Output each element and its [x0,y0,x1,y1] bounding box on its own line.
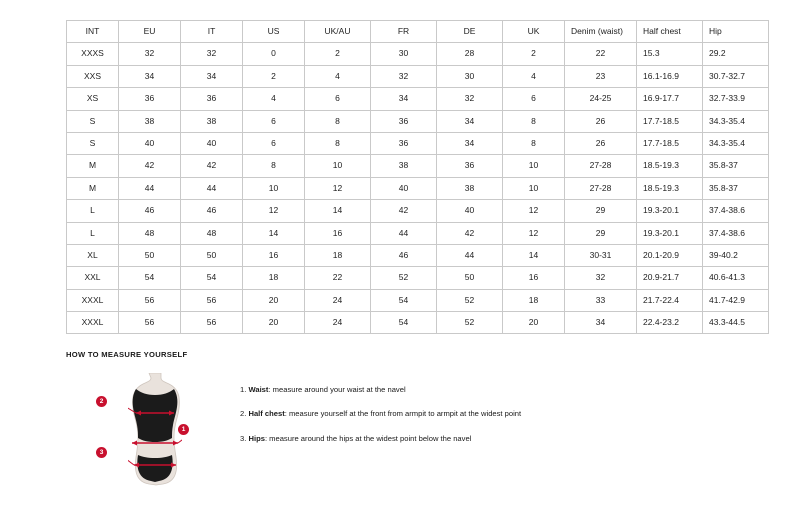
cell-half-chest: 17.7-18.5 [637,132,703,154]
table-header-row [67,21,769,43]
cell-eu: 46 [119,200,181,222]
cell-it: 48 [181,222,243,244]
cell-it: 36 [181,88,243,110]
measure-badge-3: 3 [96,447,107,458]
cell-de: 44 [437,244,503,266]
cell-uk-au: 4 [305,65,371,87]
cell-de: 34 [437,110,503,132]
cell-uk: 10 [503,177,565,199]
cell-fr: 30 [371,43,437,65]
cell-hip: 37.4-38.6 [703,200,769,222]
cell-us: 12 [243,200,305,222]
cell-us: 4 [243,88,305,110]
cell-denim-waist: 26 [565,132,637,154]
cell-it: 50 [181,244,243,266]
cell-half-chest: 18.5-19.3 [637,155,703,177]
cell-half-chest: 20.1-20.9 [637,244,703,266]
cell-half-chest: 20.9-21.7 [637,267,703,289]
measure-badge-2: 2 [96,396,107,407]
table-row [67,289,769,311]
cell-de: 52 [437,289,503,311]
cell-denim-waist: 26 [565,110,637,132]
cell-uk: 18 [503,289,565,311]
instruction-number: 1. [240,385,247,394]
cell-fr: 52 [371,267,437,289]
cell-fr: 36 [371,132,437,154]
cell-int: M [67,177,119,199]
instruction-term: Half chest [248,409,285,419]
column-header-fr: FR [371,21,437,43]
cell-int: XXS [67,65,119,87]
cell-de: 42 [437,222,503,244]
instruction-half-chest [240,409,521,419]
cell-denim-waist: 24-25 [565,88,637,110]
cell-uk: 4 [503,65,565,87]
cell-de: 34 [437,132,503,154]
table-row [67,155,769,177]
cell-uk-au: 12 [305,177,371,199]
cell-eu: 44 [119,177,181,199]
cell-int: XXXS [67,43,119,65]
cell-uk: 12 [503,200,565,222]
cell-hip: 39-40.2 [703,244,769,266]
cell-uk: 10 [503,155,565,177]
cell-int: L [67,200,119,222]
cell-us: 10 [243,177,305,199]
cell-uk-au: 10 [305,155,371,177]
instruction-text: : measure around the hips at the widest point below the navel [264,433,472,443]
measure-instructions [240,369,521,458]
cell-denim-waist: 29 [565,222,637,244]
cell-hip: 43.3-44.5 [703,312,769,334]
table-row [67,222,769,244]
table-row [67,88,769,110]
cell-fr: 34 [371,88,437,110]
cell-fr: 44 [371,222,437,244]
cell-half-chest: 18.5-19.3 [637,177,703,199]
cell-half-chest: 17.7-18.5 [637,110,703,132]
cell-fr: 46 [371,244,437,266]
cell-uk: 16 [503,267,565,289]
cell-denim-waist: 29 [565,200,637,222]
cell-eu: 40 [119,132,181,154]
cell-eu: 54 [119,267,181,289]
cell-us: 16 [243,244,305,266]
table-row [67,110,769,132]
mannequin-icon [128,373,182,495]
cell-hip: 35.8-37 [703,177,769,199]
cell-de: 52 [437,312,503,334]
cell-denim-waist: 33 [565,289,637,311]
cell-us: 6 [243,110,305,132]
cell-uk-au: 24 [305,312,371,334]
table-row [67,200,769,222]
cell-denim-waist: 27-28 [565,155,637,177]
cell-us: 0 [243,43,305,65]
column-header-uk-au: UK/AU [305,21,371,43]
cell-denim-waist: 23 [565,65,637,87]
cell-fr: 38 [371,155,437,177]
column-header-it: IT [181,21,243,43]
table-row [67,244,769,266]
cell-fr: 32 [371,65,437,87]
cell-uk-au: 24 [305,289,371,311]
cell-hip: 29.2 [703,43,769,65]
cell-us: 20 [243,289,305,311]
cell-hip: 37.4-38.6 [703,222,769,244]
cell-int: XXXL [67,312,119,334]
cell-uk-au: 16 [305,222,371,244]
instruction-number: 3. [240,433,247,443]
cell-it: 46 [181,200,243,222]
cell-half-chest: 16.1-16.9 [637,65,703,87]
cell-us: 6 [243,132,305,154]
cell-eu: 50 [119,244,181,266]
cell-uk: 8 [503,132,565,154]
cell-int: XL [67,244,119,266]
cell-it: 56 [181,289,243,311]
cell-hip: 35.8-37 [703,155,769,177]
table-row [67,267,769,289]
instruction-text: : measure around your waist at the navel [268,385,406,394]
cell-half-chest: 19.3-20.1 [637,200,703,222]
cell-eu: 42 [119,155,181,177]
column-header-half-chest: Half chest [637,21,703,43]
cell-uk-au: 14 [305,200,371,222]
column-header-eu: EU [119,21,181,43]
cell-fr: 54 [371,312,437,334]
column-header-int: INT [67,21,119,43]
cell-fr: 36 [371,110,437,132]
cell-it: 56 [181,312,243,334]
size-chart-header [67,21,769,43]
table-row [67,65,769,87]
instruction-term: Hips [248,433,265,443]
cell-int: M [67,155,119,177]
cell-uk: 8 [503,110,565,132]
size-chart-table [66,20,769,334]
instruction-text: : measure yourself at the front from armpit to armpit at the widest point [284,409,522,419]
cell-hip: 34.3-35.4 [703,132,769,154]
column-header-us: US [243,21,305,43]
cell-half-chest: 19.3-20.1 [637,222,703,244]
cell-de: 40 [437,200,503,222]
cell-int: XS [67,88,119,110]
cell-de: 28 [437,43,503,65]
cell-fr: 54 [371,289,437,311]
how-to-measure-title: HOW TO MEASURE YOURSELF [66,350,188,359]
cell-half-chest: 21.7-22.4 [637,289,703,311]
cell-eu: 32 [119,43,181,65]
cell-eu: 48 [119,222,181,244]
cell-eu: 34 [119,65,181,87]
cell-int: S [67,132,119,154]
cell-eu: 36 [119,88,181,110]
cell-it: 32 [181,43,243,65]
cell-it: 34 [181,65,243,87]
cell-half-chest: 15.3 [637,43,703,65]
cell-denim-waist: 30-31 [565,244,637,266]
cell-denim-waist: 34 [565,312,637,334]
cell-uk: 14 [503,244,565,266]
cell-int: XXXL [67,289,119,311]
cell-eu: 38 [119,110,181,132]
instruction-waist [240,385,521,395]
measure-badge-1: 1 [178,424,189,435]
table-row [67,177,769,199]
cell-de: 50 [437,267,503,289]
column-header-hip: Hip [703,21,769,43]
cell-uk: 20 [503,312,565,334]
cell-denim-waist: 32 [565,267,637,289]
cell-it: 54 [181,267,243,289]
cell-it: 42 [181,155,243,177]
cell-uk-au: 2 [305,43,371,65]
cell-hip: 34.3-35.4 [703,110,769,132]
cell-eu: 56 [119,312,181,334]
cell-uk: 12 [503,222,565,244]
cell-uk-au: 8 [305,110,371,132]
cell-us: 8 [243,155,305,177]
instruction-hips [240,434,521,444]
cell-uk-au: 8 [305,132,371,154]
cell-uk: 6 [503,88,565,110]
cell-hip: 30.7-32.7 [703,65,769,87]
cell-de: 30 [437,65,503,87]
table-row [67,43,769,65]
cell-us: 18 [243,267,305,289]
table-row [67,132,769,154]
cell-uk-au: 22 [305,267,371,289]
cell-eu: 56 [119,289,181,311]
cell-int: XXL [67,267,119,289]
cell-it: 44 [181,177,243,199]
cell-half-chest: 22.4-23.2 [637,312,703,334]
cell-de: 38 [437,177,503,199]
how-to-measure-section [66,350,746,499]
size-chart-container [66,20,745,334]
cell-uk-au: 18 [305,244,371,266]
instruction-term: Waist [248,385,269,394]
instruction-number: 2. [240,409,247,419]
cell-hip: 41.7-42.9 [703,289,769,311]
cell-hip: 32.7-33.9 [703,88,769,110]
cell-hip: 40.6-41.3 [703,267,769,289]
cell-us: 2 [243,65,305,87]
cell-us: 14 [243,222,305,244]
cell-de: 36 [437,155,503,177]
table-row [67,312,769,334]
cell-denim-waist: 27-28 [565,177,637,199]
cell-de: 32 [437,88,503,110]
cell-it: 38 [181,110,243,132]
column-header-de: DE [437,21,503,43]
cell-fr: 42 [371,200,437,222]
size-chart-body [67,43,769,334]
mannequin-figure [94,369,216,499]
cell-us: 20 [243,312,305,334]
cell-it: 40 [181,132,243,154]
cell-int: L [67,222,119,244]
column-header-uk: UK [503,21,565,43]
cell-denim-waist: 22 [565,43,637,65]
cell-int: S [67,110,119,132]
cell-half-chest: 16.9-17.7 [637,88,703,110]
cell-uk-au: 6 [305,88,371,110]
cell-uk: 2 [503,43,565,65]
how-to-measure-body [66,369,746,499]
cell-fr: 40 [371,177,437,199]
column-header-denim-waist: Denim (waist) [565,21,637,43]
